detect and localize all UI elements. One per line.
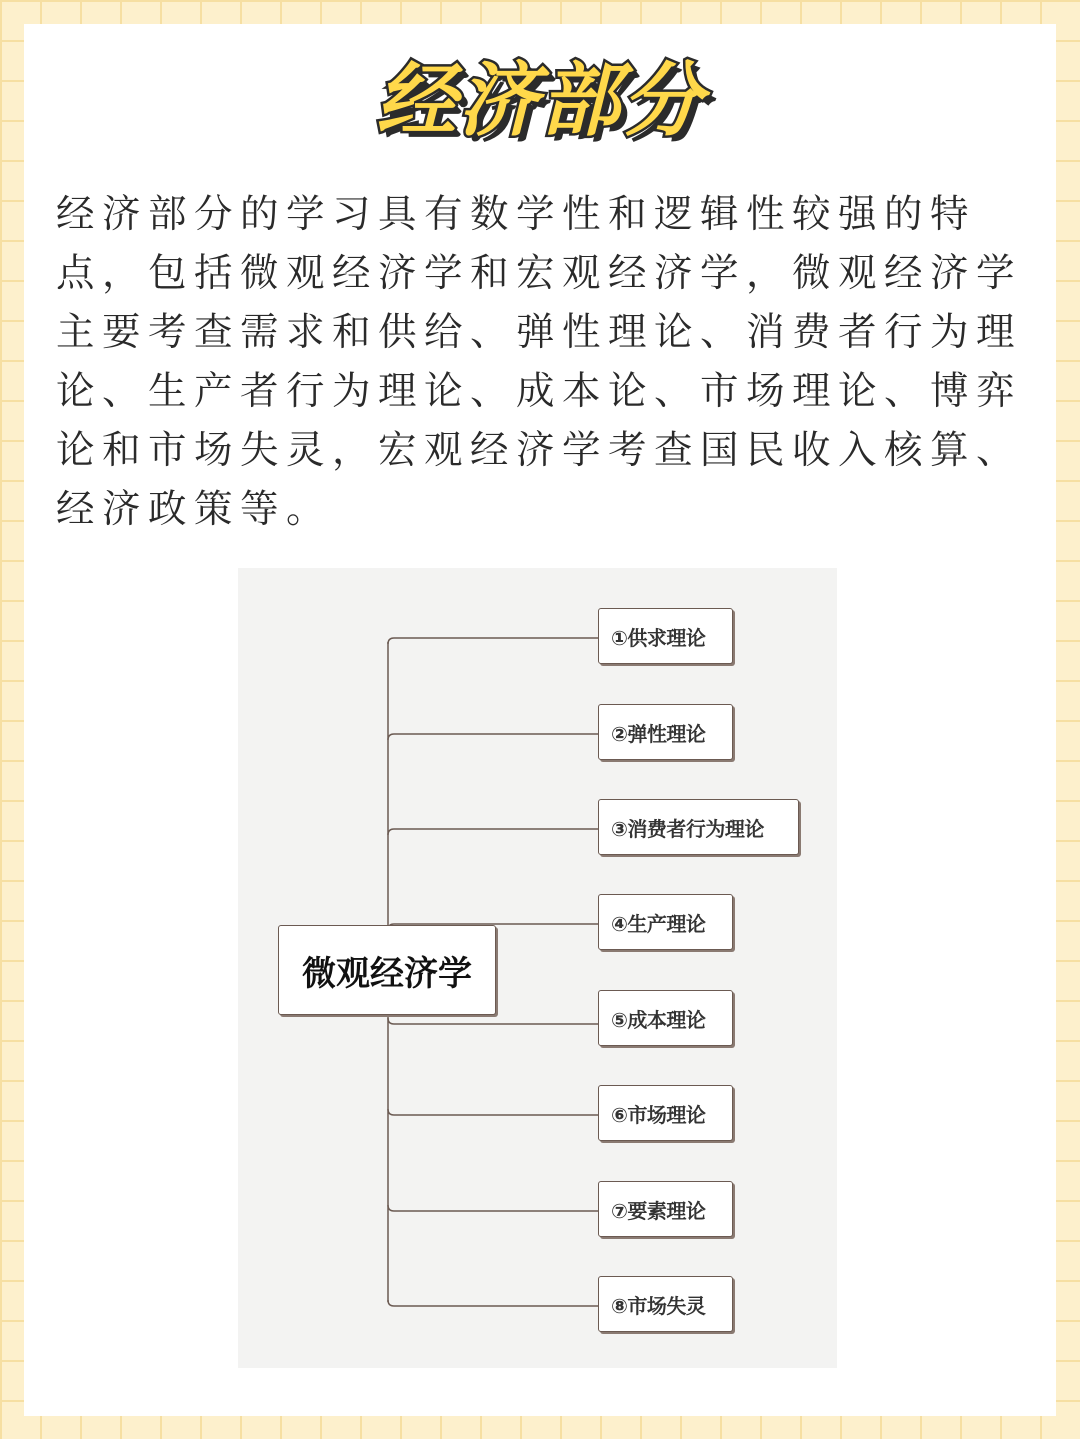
intro-paragraph: 经济部分的学习具有数学性和逻辑性较强的特点，包括微观经济学和宏观经济学，微观经济学主要考查需求和供给、弹性理论、消费者行为理论、生产者行为理论、成本论、市场理论、博弈论和市场失灵，宏观经济学考查国民收入核算、经济政策等。 bbox=[56, 192, 1023, 532]
branch-supply-demand: ①供求理论 bbox=[598, 608, 733, 664]
branch-production: ④生产理论 bbox=[598, 894, 733, 950]
branch-connector bbox=[388, 1109, 598, 1115]
branch-connector bbox=[388, 1018, 598, 1024]
branch-connector bbox=[388, 734, 598, 740]
branch-connector bbox=[388, 1300, 598, 1306]
branch-connector bbox=[388, 829, 598, 835]
branch-factor: ⑦要素理论 bbox=[598, 1181, 733, 1237]
branch-market: ⑥市场理论 bbox=[598, 1085, 733, 1141]
mindmap-diagram bbox=[238, 568, 837, 1368]
branch-elasticity: ②弹性理论 bbox=[598, 704, 733, 760]
branch-connector bbox=[388, 1205, 598, 1211]
mindmap-root-node: 微观经济学 bbox=[278, 925, 496, 1015]
branch-consumer-behavior: ③消费者行为理论 bbox=[598, 799, 799, 855]
page-title: 经济部分 bbox=[376, 54, 704, 147]
branch-connector bbox=[388, 638, 598, 644]
branch-market-failure: ⑧市场失灵 bbox=[598, 1276, 733, 1332]
branch-cost: ⑤成本理论 bbox=[598, 990, 733, 1046]
